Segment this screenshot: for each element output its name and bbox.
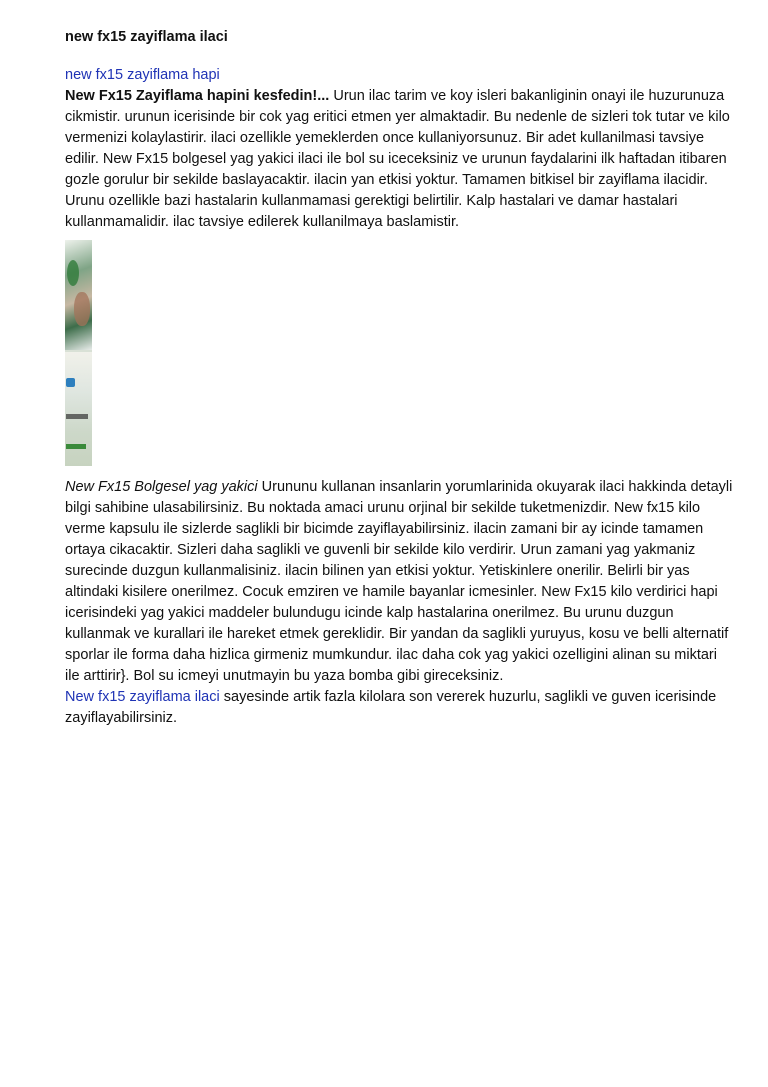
details-text: Urununu kullanan insanlarin yorumlarinida okuyarak ilaci hakkinda detayli bilgi sahibine ulasabilirsiniz. Bu noktada amaci urunu orjinal bir sekilde tuketmenizdir. New fx15 kilo verme kapsulu ile sizlerde saglikli bir bicimde zayiflayabilirsiniz. ilacin zamani bir ay icinde tamamen ortaya cikacaktir. Sizleri daha saglikli ve guvenli bir sekilde kilo verdirir. Urun zamani yag yakmaniz surecinde duzgun kullanmalisiniz. ilacin bilinen yan etkisi yoktur. Yetiskinlere onerilir. Belirli bir yas altindaki kisilere onerilmez. Cocuk emziren ve hamile bayanlar icmesinler. New Fx15 kilo verdirici hapi icerisindeki yag yakici maddeler bulundugu icinde kalp hastalarina onerilmez. Bu urunu duzgun kullanmak ve kurallari ile hareket etmek gereklidir. Bir yandan da saglikli yuruyus, kosu ve belli alternatif sporlar ile forma daha hizlica girmeniz mumkundur. ilac daha cok yag yakici ozelligini alinan su miktari ile arttirir}. Bol su icmeyi unutmayin bu yaza bomba gibi gireceksiniz. xyxy=(65,479,733,684)
bolgesel-yag-yakici-label: New Fx15 Bolgesel yag yakici xyxy=(65,479,258,495)
zayiflama-ilaci-link[interactable]: New fx15 zayiflama ilaci xyxy=(65,689,220,705)
intro-paragraph xyxy=(65,65,735,233)
document-page xyxy=(65,27,735,729)
intro-text: Urun ilac tarim ve koy isleri bakanliginin onayi ile huzurunuza cikmistir. urunun icerisinde bir cok yag eritici etmen yer almaktadir. Bu nedenle de sizleri tok tutar ve kilo vermenizi kolaylastirir. ilaci ozellikle yemeklerden once kullaniyorsunuz. Bir adet kullanilmasi tavsiye edilir. New Fx15 bolgesel yag yakici ilaci ile bol su iceceksiniz ve urunun faydalarini ilk haftadan itibaren gozle gorulur bir sekilde baslayacaktir. ilacin yan etkisi yoktur. Tamamen bitkisel bir zayiflama ilacidir. Urunu ozellikle bazi hastalarin kullanmamasi gerektigi belirtilir. Kalp hastalari ve damar hastalari kullanmamalidir. ilac tavsiye edilerek kullanilmaya baslamistir. xyxy=(65,88,730,230)
document-title: new fx15 zayiflama ilaci xyxy=(65,29,228,45)
product-image xyxy=(65,240,92,466)
closing-text: sayesinde artik fazla kilolara son vererek huzurlu, saglikli ve guven icerisinde zayiflayabilirsiniz. xyxy=(65,689,717,726)
zayiflama-hapi-link[interactable]: new fx15 zayiflama hapi xyxy=(65,67,220,83)
details-paragraph xyxy=(65,477,735,729)
intro-bold-lead: New Fx15 Zayiflama hapini kesfedin!... xyxy=(65,88,330,104)
